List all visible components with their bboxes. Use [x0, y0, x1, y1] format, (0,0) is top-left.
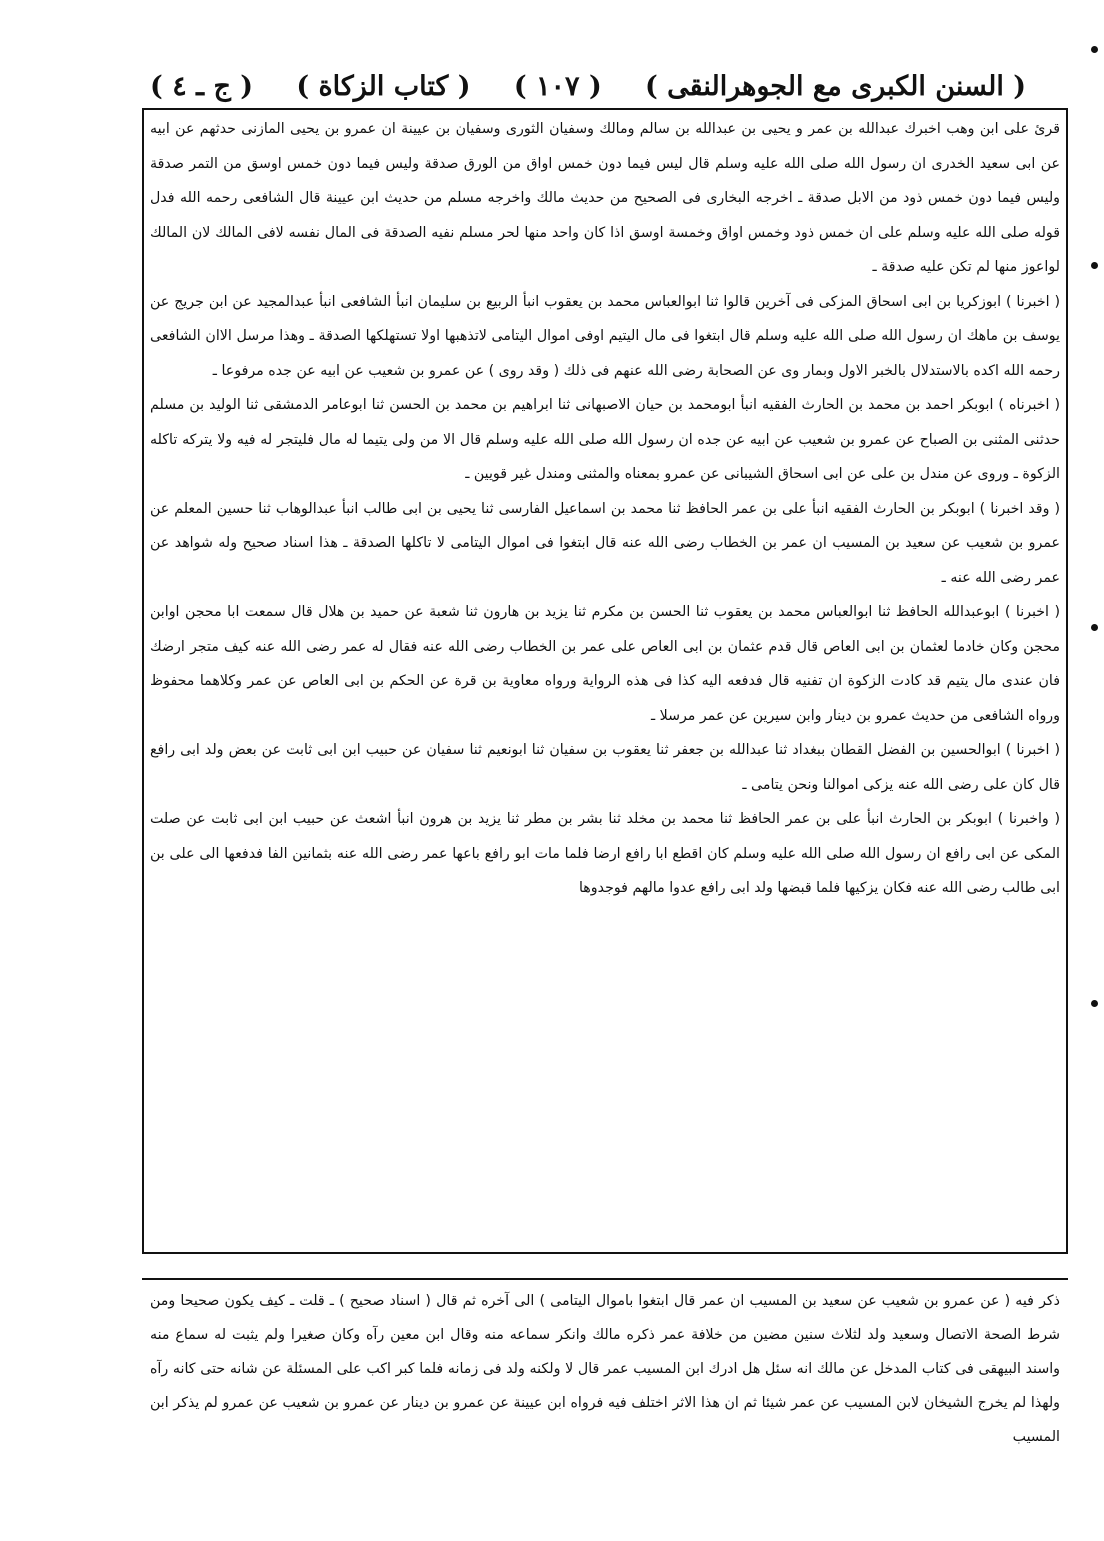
paragraph: ( اخبرنا ) ابوزكريا بن ابى اسحاق المزكى فى آخرين قالوا ثنا ابوالعباس محمد بن يعقوب انبأ الربيع بن سليمان انبأ الشافعى انبأ عبدالمجيد عن ابن جريج عن يوسف بن ماهك ان رسول الله صلى الله عليه وسلم قال ابتغوا فى مال اليتيم اوفى اموال اليتامى لاتذهبها اولا تستهلكها الصدقة ـ وهذا مرسل الاان الشافعى رحمه الله اكده بالاستدلال بالخبر الاول وبمار وى عن الصحابة رضى الله عنهم فى ذلك ( وقد روى ) عن عمرو بن شعيب عن ابيه عن جده مرفوعا ـ	[150, 293, 1060, 379]
main-text	[150, 112, 1060, 1248]
paragraph: ( واخبرنا ) ابوبكر بن الحارث انبأ على بن عمر الحافظ ثنا محمد بن مخلد ثنا بشر بن مطر ثنا يزيد بن هرون انبأ اشعث عن حبيب ابن ابى ثابت عن صلت المكى عن ابى رافع ان رسول الله صلى الله عليه وسلم كان اقطع ابا رافع ارضا فلما مات ابو رافع باعها عمر رضى الله عنه بثمانين الفا فدفعها الى على بن ابى طالب رضى الله عنه فكان يزكيها فلما قبضها ولد ابى رافع عدوا مالهم فوجدوها	[150, 811, 1060, 896]
paragraph: ( اخبرناه ) ابوبكر احمد بن محمد بن الحارث الفقيه انبأ ابومحمد بن حيان الاصبهانى ثنا ابراهيم بن محمد بن الحسن ثنا ابوعامر الدمشقى ثنا الوليد بن مسلم حدثنى المثنى بن الصباح عن عمرو بن شعيب عن ابيه عن جده ان رسول الله صلى الله عليه وسلم قال الا من ولى يتيما له مال فليتجر له فيه ولا يتركه تاكله الزكوة ـ وروى عن مندل بن على عن ابى اسحاق الشيبانى عن عمرو بمعناه والمثنى ومندل غير قويين ـ	[150, 397, 1060, 482]
paragraph: ( وقد اخبرنا ) ابوبكر بن الحارث الفقيه انبأ على بن عمر الحافظ ثنا محمد بن اسماعيل الفارسى ثنا يحيى بن ابى طالب انبأ عبدالوهاب ثنا حسين المعلم عن عمرو بن شعيب عن سعيد بن المسيب ان عمر بن الخطاب رضى الله عنه قال ابتغوا فى اموال اليتامى لا تاكلها الصدقة ـ هذا اسناد صحيح وله شواهد عن عمر رضى الله عنه ـ	[150, 500, 1060, 586]
page-header	[150, 62, 1026, 110]
paragraph: قرئ على ابن وهب اخبرك عبدالله بن عمر و يحيى بن عبدالله بن سالم ومالك وسفيان الثورى وسفيان بن عيينة ان عمرو بن يحيى المازنى حدثهم عن ابيه عن ابى سعيد الخدرى ان رسول الله صلى الله عليه وسلم قال ليس فيما دون خمس اواق من الورق صدقة وليس فيما دون خمس اوسق من التمر صدقة وليس فيما دون خمس ذود من الابل صدقة ـ اخرجه البخارى فى الصحيح من حديث مالك واخرجه مسلم من حديث ابن عيينة قال الشافعى رحمه الله فدل قوله صلى الله عليه وسلم على ان خمس ذود وخمس اواق وخمسة اوسق اذا كان واحد منها لحر مسلم نفيه الصدقة فى المال نفسه لافى المالك لان المالك لواعوز منها لم تكن عليه صدقة ـ	[150, 121, 1060, 275]
margin-mark	[1091, 46, 1098, 53]
volume-number: ( ج ـ ٤ )	[150, 70, 254, 102]
book-title: ( السنن الكبرى مع الجوهرالنقى )	[645, 70, 1026, 102]
paragraph: ( اخبرنا ) ابوالحسين بن الفضل القطان ببغداد ثنا عبدالله بن جعفر ثنا يعقوب بن سفيان ثنا ابونعيم ثنا سفيان عن حبيب ابن ابى ثابت عن بعض ولد ابى رافع قال كان على رضى الله عنه يزكى اموالنا ونحن يتامى ـ	[150, 742, 1060, 793]
paragraph: ( اخبرنا ) ابوعبدالله الحافظ ثنا ابوالعباس محمد بن يعقوب ثنا الحسن بن مكرم ثنا يزيد بن هارون ثنا شعبة عن حميد بن هلال قال سمعت ابا محجن اوابن محجن وكان خادما لعثمان بن ابى العاص قال قدم عثمان بن ابى العاص على عمر بن الخطاب رضى الله عنه فقال له عمر رضى الله عنه كيف متجر ارضك فان عندى مال يتيم قد كادت الزكوة ان تفنيه قال فدفعه اليه كذا فى هذه الرواية ورواه معاوية بن قرة عن الحكم بن ابى العاص عن عمر وكلاهما محفوظ ورواه الشافعى من حديث عمرو بن دينار وابن سيرين عن عمر مرسلا ـ	[150, 604, 1060, 724]
margin-mark	[1091, 1000, 1098, 1007]
footnote-text	[150, 1284, 1060, 1534]
margin-mark	[1091, 624, 1098, 631]
margin-mark	[1091, 262, 1098, 269]
footnote-divider	[142, 1278, 1068, 1280]
page-number: ( ١٠٧ )	[513, 70, 602, 102]
chapter-title: ( كتاب الزكاة )	[296, 70, 471, 102]
footnote-paragraph: ذكر فيه ( عن عمرو بن شعيب عن سعيد بن المسيب ان عمر قال ابتغوا باموال اليتامى ) الى آخره ثم قال ( اسناد صحيح ) ـ قلت ـ كيف يكون صحيحا ومن شرط الصحة الاتصال وسعيد ولد لثلاث سنين مضين من خلافة عمر ذكره مالك وانكر سماعه منه وقال ابن معين رآه وكان صغيرا ولم يثبت له سماع منه واسند البيهقى فى كتاب المدخل عن مالك انه سئل هل ادرك ابن المسيب عمر قال لا ولكنه ولد فى زمانه فلما كبر اكب على المسئلة عن شانه حتى كانه رآه ولهذا لم يخرج الشيخان لابن المسيب عن عمر شيئا ثم ان هذا الاثر اختلف فيه فرواه ابن عيينة عن عمرو بن دينار عن عمرو بن شعيب عن عمرو لم يذكر ابن المسيب	[150, 1293, 1060, 1445]
